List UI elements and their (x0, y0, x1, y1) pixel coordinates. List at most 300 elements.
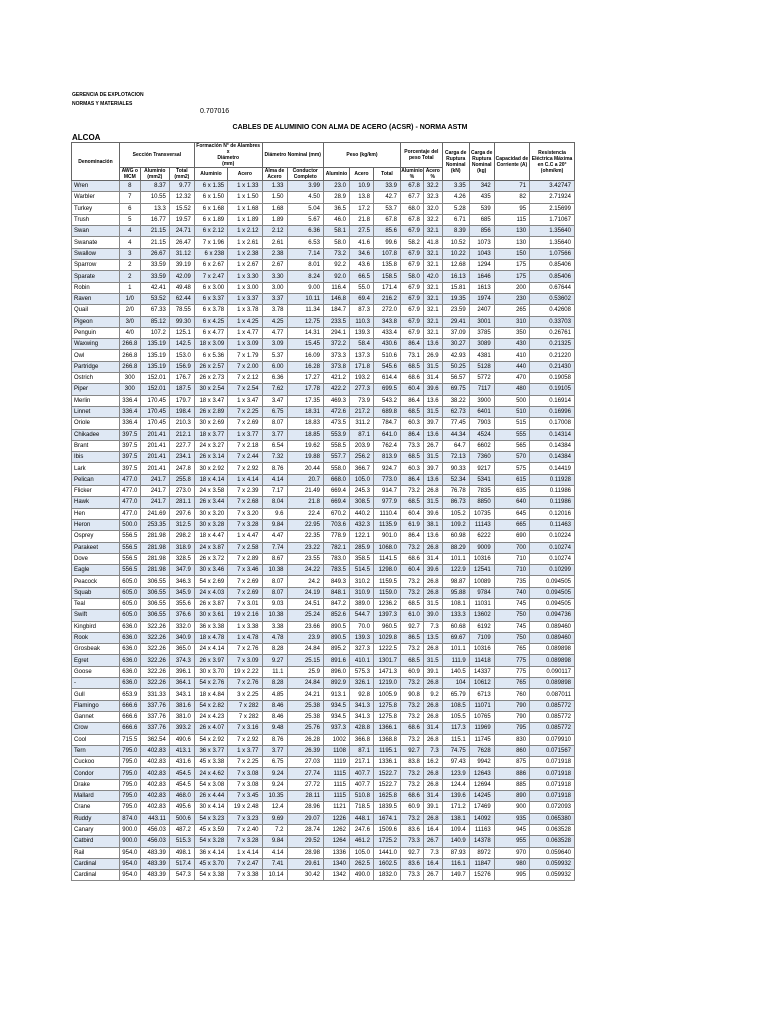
table-cell: 7.17 (262, 486, 287, 497)
table-cell: 336.4 (119, 418, 140, 429)
table-cell: 5.67 (287, 214, 323, 225)
table-cell: 336.4 (119, 395, 140, 406)
table-cell: 139.6 (442, 791, 469, 802)
table-row (72, 734, 575, 745)
table-cell: 1068.0 (373, 542, 400, 553)
col-formacion (194, 143, 262, 168)
table-cell: 31.12 (169, 248, 194, 259)
table-cell: 366.7 (349, 463, 373, 474)
table-cell: 176.7 (169, 373, 194, 384)
table-cell: 440 (494, 361, 529, 372)
table-row (72, 621, 575, 632)
table-cell: 0.059640 (530, 847, 575, 858)
table-cell: 12541 (469, 565, 494, 576)
table-row (72, 429, 575, 440)
table-cell: 6.36 (262, 373, 287, 384)
table-row (72, 463, 575, 474)
table-cell: 454.5 (169, 779, 194, 790)
table-row (72, 395, 575, 406)
table-cell: 27.74 (287, 768, 323, 779)
table-cell: 26 x 4.44 (194, 791, 227, 802)
table-cell: 740 (494, 587, 529, 598)
table-cell: 18.85 (287, 429, 323, 440)
table-cell: 669.4 (323, 497, 349, 508)
table-cell: 1 x 4.47 (228, 531, 262, 542)
table-cell: 32.2 (423, 181, 442, 192)
table-cell: 0.26761 (530, 327, 575, 338)
table-cell: 24 x 4.23 (194, 711, 227, 722)
table-cell: Canary (72, 824, 120, 835)
table-cell: 210.3 (169, 418, 194, 429)
table-cell: 9217 (469, 463, 494, 474)
table-cell: 16.4 (423, 824, 442, 835)
table-cell: 1368.8 (373, 734, 400, 745)
table-cell: 31.4 (423, 791, 442, 802)
table-cell: 1 (119, 282, 140, 293)
table-cell: 25.38 (287, 700, 323, 711)
table-cell: 456.03 (140, 824, 169, 835)
table-cell: 689.8 (373, 406, 400, 417)
table-cell: 331.33 (140, 689, 169, 700)
table-cell: 50.25 (442, 361, 469, 372)
table-row (72, 655, 575, 666)
table-cell: 26.28 (287, 734, 323, 745)
table-cell: 570 (494, 452, 529, 463)
table-cell: 0.087011 (530, 689, 575, 700)
table-cell: 73.9 (349, 395, 373, 406)
table-cell: 135.8 (373, 260, 400, 271)
table-cell: 745 (494, 598, 529, 609)
table-cell: 308.5 (349, 497, 373, 508)
table-cell: 241.7 (140, 497, 169, 508)
table-cell: 281.98 (140, 565, 169, 576)
table-cell: 6.54 (262, 440, 287, 451)
table-cell: 19.35 (442, 293, 469, 304)
table-cell: 26.8 (423, 678, 442, 689)
table-cell: 500.6 (169, 813, 194, 824)
table-cell: 1.35640 (530, 237, 575, 248)
table-cell: 187.5 (169, 384, 194, 395)
table-cell: 13.6 (423, 474, 442, 485)
table-cell: 26.67 (140, 248, 169, 259)
table-cell: 0.094505 (530, 587, 575, 598)
table-cell: 3.00 (262, 282, 287, 293)
table-cell: 107.2 (140, 327, 169, 338)
table-cell: 30 x 2.69 (194, 418, 227, 429)
table-cell: 310.2 (349, 576, 373, 587)
table-cell: 1 x 3.30 (228, 271, 262, 282)
table-cell: 397.5 (119, 452, 140, 463)
table-cell: 1301.7 (373, 655, 400, 666)
table-cell: 487.2 (169, 824, 194, 835)
table-cell: 402.83 (140, 768, 169, 779)
table-cell: 558.0 (323, 463, 349, 474)
table-cell: 31.5 (423, 655, 442, 666)
table-cell: 641.0 (373, 429, 400, 440)
table-cell: 685 (469, 214, 494, 225)
table-cell: 4.26 (442, 192, 469, 203)
table-cell: Robin (72, 282, 120, 293)
table-cell: 101.1 (442, 553, 469, 564)
table-cell: 73.2 (401, 542, 424, 553)
table-cell: 1 x 2.12 (228, 226, 262, 237)
table-row (72, 192, 575, 203)
table-cell: 1 x 4.14 (228, 474, 262, 485)
table-cell: 17.2 (349, 203, 373, 214)
table-cell: 58.2 (401, 237, 424, 248)
table-cell: 31.4 (423, 553, 442, 564)
table-cell: 171.4 (373, 282, 400, 293)
table-cell: Sparate (72, 271, 120, 282)
table-cell: 605.0 (119, 587, 140, 598)
table-cell: 0.071918 (530, 791, 575, 802)
table-cell: 31.5 (423, 452, 442, 463)
table-cell: 18 x 4.47 (194, 531, 227, 542)
table-cell: 2.67 (262, 260, 287, 271)
table-cell: 468.0 (169, 791, 194, 802)
table-cell: 640 (494, 497, 529, 508)
table-cell: 1141.5 (373, 553, 400, 564)
table-cell: 73.2 (401, 813, 424, 824)
table-cell: 3089 (469, 339, 494, 350)
table-cell: 715.5 (119, 734, 140, 745)
table-cell: 92.2 (323, 260, 349, 271)
table-cell: 10089 (469, 576, 494, 587)
table-cell: 544.7 (349, 610, 373, 621)
table-cell: 575 (494, 463, 529, 474)
table-cell: 7 x 3.08 (228, 768, 262, 779)
table-cell: 483.39 (140, 858, 169, 869)
table-cell: 1441.0 (373, 847, 400, 858)
table-cell: 15276 (469, 870, 494, 881)
table-cell: 26.9 (423, 350, 442, 361)
table-cell: Heron (72, 519, 120, 530)
table-cell: 17.27 (287, 373, 323, 384)
table-cell: 8.39 (442, 226, 469, 237)
table-row (72, 316, 575, 327)
table-cell: 68.0 (401, 203, 424, 214)
table-cell: 6 x 1.89 (194, 214, 227, 225)
table-cell: 149.7 (442, 870, 469, 881)
table-cell: 115 (494, 214, 529, 225)
table-cell: 41.6 (349, 237, 373, 248)
table-cell: 306.55 (140, 610, 169, 621)
table-cell: 0.33703 (530, 316, 575, 327)
table-cell: 281.1 (169, 497, 194, 508)
col-pc-aluminio: Aluminio % (401, 168, 423, 180)
table-cell: 322.26 (140, 644, 169, 655)
col-diam-nom: Diámetro Nominal (mm) (262, 143, 323, 168)
table-cell: Flicker (72, 486, 120, 497)
table-cell: 8.01 (287, 260, 323, 271)
table-cell: 285.9 (349, 542, 373, 553)
table-cell: 1298.0 (373, 565, 400, 576)
table-cell: 1.89 (262, 214, 287, 225)
table-cell: 30 x 3.46 (194, 565, 227, 576)
table-cell: 9009 (469, 542, 494, 553)
table-cell: 247.6 (349, 824, 373, 835)
table-cell: 778.9 (323, 531, 349, 542)
table-cell: 73.3 (401, 440, 424, 451)
table-cell: 407.7 (349, 779, 373, 790)
table-cell: 342 (469, 181, 494, 192)
table-cell: Eagle (72, 565, 120, 576)
table-cell: 21.8 (287, 497, 323, 508)
table-cell: 13.8 (349, 192, 373, 203)
table-cell: 10735 (469, 508, 494, 519)
table-cell: 362.54 (140, 734, 169, 745)
table-cell: 73.3 (401, 836, 424, 847)
table-cell: 73.2 (401, 587, 424, 598)
table-cell: 0.072093 (530, 802, 575, 813)
table-cell: 58.1 (323, 226, 349, 237)
table-cell: 10765 (469, 711, 494, 722)
table-cell: 105.0 (349, 474, 373, 485)
table-cell: 469.3 (323, 395, 349, 406)
table-cell: 39.7 (423, 418, 442, 429)
table-cell: 7903 (469, 418, 494, 429)
table-cell: 300 (119, 384, 140, 395)
table-cell: 60.3 (401, 418, 424, 429)
table-row (72, 384, 575, 395)
table-cell: 24.2 (287, 576, 323, 587)
table-cell: 1 x 2.38 (228, 248, 262, 259)
table-cell: Rail (72, 847, 120, 858)
table-cell: 4 (119, 226, 140, 237)
table-cell: 337.76 (140, 700, 169, 711)
table-cell: 9.00 (287, 282, 323, 293)
table-cell: 124.4 (442, 779, 469, 790)
table-cell: 432.3 (349, 519, 373, 530)
table-cell: 666.6 (119, 723, 140, 734)
table-cell: 25.38 (287, 711, 323, 722)
table-cell: 13.5 (423, 632, 442, 643)
table-cell: 322.26 (140, 655, 169, 666)
table-cell: 27.03 (287, 757, 323, 768)
table-cell: 18 x 4.78 (194, 632, 227, 643)
table-cell: Osprey (72, 531, 120, 542)
table-cell: 86.4 (401, 531, 424, 542)
table-cell: 2.38 (262, 248, 287, 259)
table-row (72, 339, 575, 350)
col-carga-kn: Carga de Ruptura Nominal (kN) (442, 143, 469, 181)
table-cell: 0.071918 (530, 768, 575, 779)
table-cell: 7835 (469, 486, 494, 497)
table-cell: 9.27 (262, 655, 287, 666)
col-carga-kg: Carga de Ruptura Nominal (kg) (469, 143, 494, 181)
table-cell: 245.3 (349, 486, 373, 497)
table-cell: 7 x 2.76 (228, 644, 262, 655)
table-cell: 636.0 (119, 666, 140, 677)
table-cell: 556.5 (119, 531, 140, 542)
table-cell: 104 (442, 678, 469, 689)
col-pc-pct-label: % (430, 174, 435, 180)
table-cell: 86.4 (401, 474, 424, 485)
table-cell: 7 x 2.47 (228, 858, 262, 869)
table-cell: 322.26 (140, 632, 169, 643)
table-cell: 73.2 (401, 711, 424, 722)
table-cell: 4.47 (262, 531, 287, 542)
col-p-acero: Acero (349, 168, 373, 181)
table-cell: 6.75 (262, 406, 287, 417)
table-cell: Swan (72, 226, 120, 237)
table-cell: 153.0 (169, 350, 194, 361)
table-cell: 108.5 (442, 700, 469, 711)
table-cell: 372.2 (323, 339, 349, 350)
col-mcm-label: MCM (123, 174, 136, 180)
table-cell: 7.3 (423, 847, 442, 858)
table-cell: Ruddy (72, 813, 120, 824)
table-cell: 36 x 3.77 (194, 745, 227, 756)
reference-value: 0.707016 (200, 108, 230, 115)
table-cell: 68.5 (401, 452, 424, 463)
table-cell: 12.32 (169, 192, 194, 203)
table-cell: 3.99 (287, 181, 323, 192)
table-cell: 30 x 3.28 (194, 519, 227, 530)
table-cell: 1073 (469, 237, 494, 248)
table-cell: 24 x 4.03 (194, 587, 227, 598)
table-cell: 7 x 2.00 (228, 361, 262, 372)
table-cell: 105.2 (442, 508, 469, 519)
table-cell: 11418 (469, 655, 494, 666)
table-cell: 954.0 (119, 858, 140, 869)
table-cell: 16.28 (287, 361, 323, 372)
manufacturer-label: ALCOA (72, 133, 101, 142)
table-cell: 495.6 (169, 802, 194, 813)
table-cell: 4.14 (262, 847, 287, 858)
table-cell: 5772 (469, 373, 494, 384)
table-cell: 14337 (469, 666, 494, 677)
table-cell: 669.4 (323, 486, 349, 497)
table-cell: 297.6 (169, 508, 194, 519)
table-cell: 960.5 (373, 621, 400, 632)
table-cell: 0.11986 (530, 497, 575, 508)
table-cell: 0.21220 (530, 350, 575, 361)
table-row (72, 497, 575, 508)
col-alma: Alma de Acero (262, 168, 287, 181)
col-f-acero: Acero (228, 168, 262, 181)
table-cell: 139.3 (349, 327, 373, 338)
table-cell: 32.1 (423, 226, 442, 237)
table-cell: 690 (494, 531, 529, 542)
table-cell: 6.75 (262, 757, 287, 768)
table-cell: 62.73 (442, 406, 469, 417)
table-cell: 19.88 (287, 452, 323, 463)
table-cell: 36 x 4.14 (194, 847, 227, 858)
table-cell: 0.14419 (530, 463, 575, 474)
table-cell: 26 x 3.14 (194, 452, 227, 463)
table-cell: 26 x 2.73 (194, 373, 227, 384)
table-cell: 6 x 2.12 (194, 226, 227, 237)
table-cell: 18 x 3.09 (194, 339, 227, 350)
table-cell: 3.42747 (530, 181, 575, 192)
col-seccion: Sección Transversal (119, 143, 194, 168)
table-cell: 25.76 (287, 723, 323, 734)
table-cell: 14245 (469, 791, 494, 802)
table-cell: 22.95 (287, 519, 323, 530)
table-cell: 26 x 2.89 (194, 406, 227, 417)
table-cell: Warbler (72, 192, 120, 203)
table-cell: 138.1 (442, 813, 469, 824)
table-cell: 7 x 3.38 (228, 870, 262, 881)
table-cell: 201.41 (140, 440, 169, 451)
table-cell: 45 x 3.38 (194, 757, 227, 768)
table-cell: 34.6 (349, 248, 373, 259)
table-cell: 355.6 (169, 598, 194, 609)
table-cell: 1 x 4.25 (228, 316, 262, 327)
table-cell: 9.84 (262, 519, 287, 530)
table-cell: 0.10224 (530, 531, 575, 542)
table-cell: 783.5 (323, 565, 349, 576)
table-cell: 11745 (469, 734, 494, 745)
table-row (72, 361, 575, 372)
table-row (72, 553, 575, 564)
table-cell: 30 x 3.70 (194, 666, 227, 677)
table-cell: 45 x 3.70 (194, 858, 227, 869)
table-cell: 4.78 (262, 632, 287, 643)
table-cell: 83.8 (401, 757, 424, 768)
table-cell: 0.065380 (530, 813, 575, 824)
table-cell: 6713 (469, 689, 494, 700)
table-cell: 60.4 (401, 384, 424, 395)
table-cell: 10316 (469, 644, 494, 655)
table-cell: 896.0 (323, 666, 349, 677)
table-cell: 82 (494, 192, 529, 203)
table-cell: Swallow (72, 248, 120, 259)
table-cell: Swift (72, 610, 120, 621)
table-cell: 26 x 3.72 (194, 553, 227, 564)
table-cell: 16.2 (423, 757, 442, 768)
table-cell: 3/0 (119, 316, 140, 327)
col-mm2a-label: (mm2) (147, 174, 163, 180)
table-cell: 12694 (469, 779, 494, 790)
table-cell: 3.30 (262, 271, 287, 282)
table-cell: 117.3 (442, 723, 469, 734)
table-cell: 0.17008 (530, 418, 575, 429)
table-cell: 790 (494, 700, 529, 711)
table-row (72, 531, 575, 542)
table-cell: 67.9 (401, 305, 424, 316)
table-cell: 212.1 (169, 429, 194, 440)
table-cell: 201.41 (140, 429, 169, 440)
table-cell: 1159.0 (373, 587, 400, 598)
table-cell: 140.9 (442, 836, 469, 847)
table-cell: 1.35640 (530, 226, 575, 237)
table-cell: 32.0 (423, 203, 442, 214)
table-cell: 68.5 (401, 497, 424, 508)
table-cell: 9.2 (423, 689, 442, 700)
table-cell: 6.71 (442, 214, 469, 225)
table-row (72, 678, 575, 689)
table-cell: 24.71 (169, 226, 194, 237)
table-cell: 73.2 (401, 486, 424, 497)
table-cell: 1 x 1.68 (228, 203, 262, 214)
table-cell: 29.52 (287, 836, 323, 847)
table-cell: 23.22 (287, 542, 323, 553)
table-cell: 39.0 (423, 610, 442, 621)
table-cell: 332.0 (169, 621, 194, 632)
table-cell: 515 (494, 418, 529, 429)
table-cell: 24 x 3.58 (194, 486, 227, 497)
table-cell: 8.04 (262, 497, 287, 508)
table-cell: 4.25 (262, 316, 287, 327)
table-cell: 71 (494, 181, 529, 192)
table-cell: 18 x 3.77 (194, 429, 227, 440)
table-cell: 17.35 (287, 395, 323, 406)
table-cell: 892.9 (323, 678, 349, 689)
table-cell: 2 (119, 271, 140, 282)
table-cell: 430.6 (373, 339, 400, 350)
